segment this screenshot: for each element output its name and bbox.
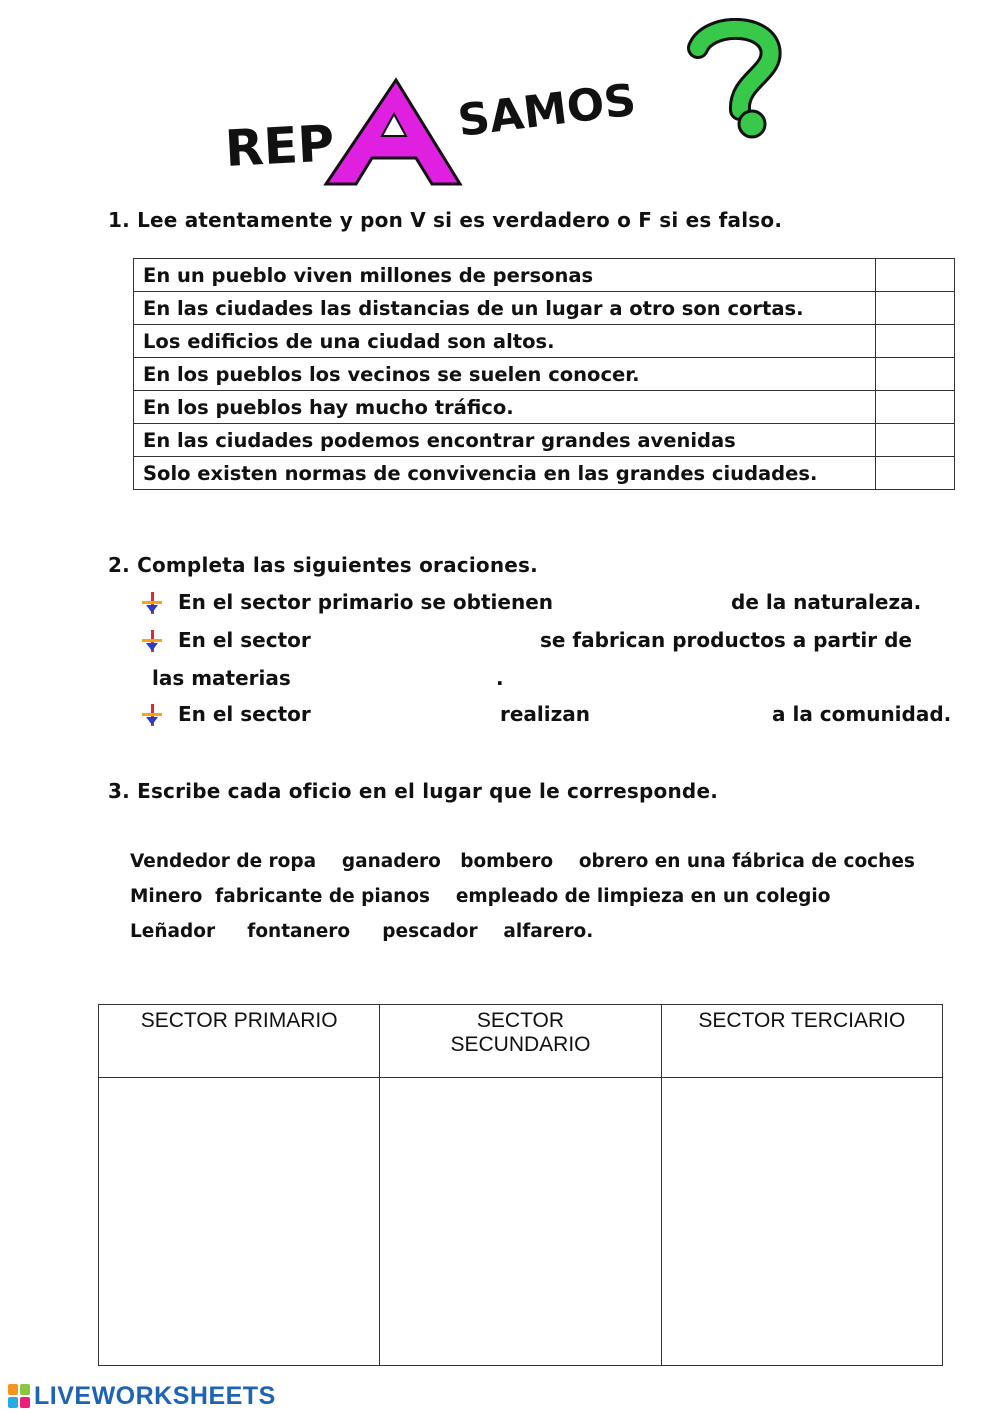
table-row [99,1078,943,1366]
statement-cell: Solo existen normas de convivencia en las grandes ciudades. [134,457,876,490]
s1-end: de la naturaleza. [731,590,922,614]
footer-brand [8,1382,276,1410]
table-row [134,259,955,292]
statement-cell: Los edificios de una ciudad son altos. [134,325,876,358]
s3-start: En el sector [178,702,311,726]
answer-cell[interactable] [876,292,955,325]
word-bank-line: Vendedor de ropa ganadero bombero obrero en una fábrica de coches [130,851,915,872]
title-big-a [326,80,460,184]
statement-cell: En los pueblos hay mucho tráfico. [134,391,876,424]
drop-zone-primario[interactable] [99,1078,380,1366]
drop-zone-secundario[interactable] [380,1078,661,1366]
answer-cell[interactable] [876,325,955,358]
bullet-arrow-icon [142,630,162,652]
q1-heading: 1. Lee atentamente y pon V si es verdadero o F si es falso. [108,208,783,232]
true-false-table [133,258,955,490]
question-mark-icon [698,29,771,137]
table-row [134,457,955,490]
word-bank-line: Leñador fontanero pescador alfarero. [130,921,594,942]
column-header-terciario: SECTOR TERCIARIO [661,1005,942,1078]
statement-cell: En los pueblos los vecinos se suelen conocer. [134,358,876,391]
s2-period: . [496,666,504,690]
s2-start: En el sector [178,628,311,652]
brand-name[interactable]: LIVEWORKSHEETS [34,1381,276,1410]
column-header-secundario: SECTOR SECUNDARIO [380,1005,661,1078]
drop-zone-terciario[interactable] [661,1078,942,1366]
q3-heading: 3. Escribe cada oficio en el lugar que le corresponde. [108,779,719,803]
sectors-table [98,1004,943,1366]
column-header-primario: SECTOR PRIMARIO [99,1005,380,1078]
title-rep: REP [223,114,336,178]
blank-s3a[interactable] [322,704,494,730]
blank-s2a[interactable] [322,630,534,656]
answer-cell[interactable] [876,391,955,424]
blank-s2b[interactable] [298,668,494,694]
s3-middle: realizan [500,702,591,726]
s3-end: a la comunidad. [772,702,952,726]
table-row [134,292,955,325]
statement-cell: En las ciudades las distancias de un lugar a otro son cortas. [134,292,876,325]
word-bank-line: Minero fabricante de pianos empleado de limpieza en un colegio [130,886,831,907]
blank-s1[interactable] [565,592,725,618]
statement-cell: En las ciudades podemos encontrar grandes avenidas [134,424,876,457]
blank-s3b[interactable] [596,704,766,730]
table-header-row [99,1005,943,1078]
bullet-arrow-icon [142,704,162,726]
statement-cell: En un pueblo viven millones de personas [134,259,876,292]
title-samos: SAMOS [455,74,639,147]
table-row [134,358,955,391]
s1-start: En el sector primario se obtienen [178,590,553,614]
table-row [134,391,955,424]
table-row [134,325,955,358]
answer-cell[interactable] [876,358,955,391]
table-row [134,424,955,457]
title-banner [218,18,798,198]
s2-middle: se fabrican productos a partir de [540,628,912,652]
q2-heading: 2. Completa las siguientes oraciones. [108,553,538,577]
answer-cell[interactable] [876,259,955,292]
s2-continuation: las materias [152,666,291,690]
answer-cell[interactable] [876,424,955,457]
answer-cell[interactable] [876,457,955,490]
liveworksheets-logo-icon [8,1384,30,1408]
bullet-arrow-icon [142,592,162,614]
